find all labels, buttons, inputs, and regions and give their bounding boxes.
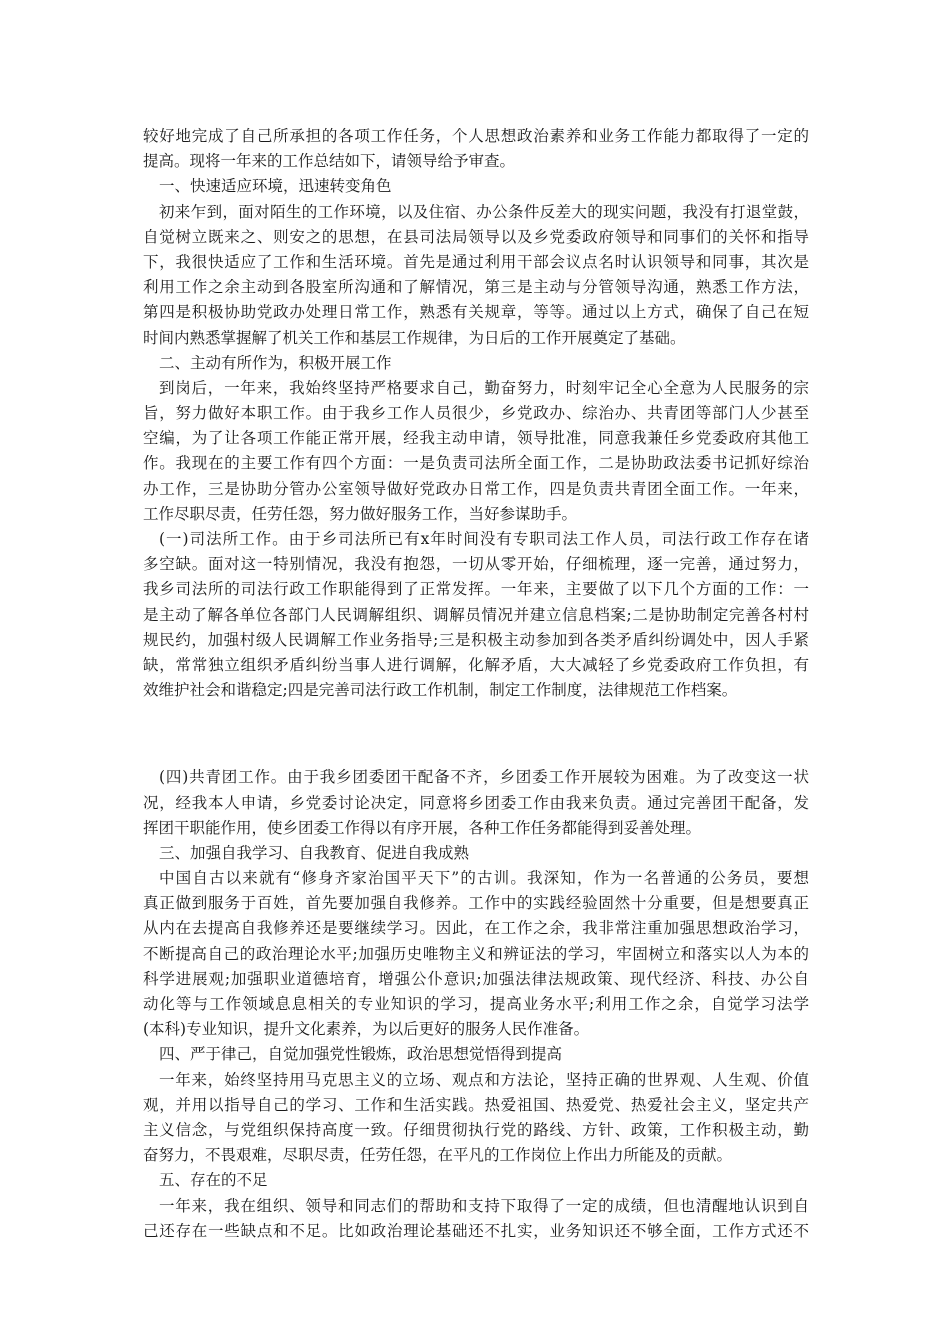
text-line: 规民约，加强村级人民调解工作业务指导;三是积极主动参加到各类矛盾纠纷调处中，因人手紧	[143, 630, 809, 649]
text-line: 工作尽职尽责，任劳任怨，努力做好服务工作，当好参谋助手。	[143, 504, 578, 523]
text-line: (四)共青团工作。由于我乡团委团干配备不齐，乡团委工作开展较为困难。为了改变这一状	[159, 768, 809, 787]
text-line: 办工作，三是协助分管办公室领导做好党政办日常工作，四是负责共青团全面工作。一年来，	[143, 479, 809, 498]
paragraph-4	[143, 527, 809, 703]
page-break-gap	[143, 703, 809, 765]
paragraph-6	[143, 866, 809, 1042]
section-heading-1: 一、快速适应环境，迅速转变角色	[159, 177, 392, 196]
paragraph-5	[143, 765, 809, 841]
text-line: 不断提高自己的政治理论水平;加强历史唯物主义和辨证法的学习，牢固树立和落实以人为本的	[143, 944, 809, 963]
paragraph-7	[143, 1068, 809, 1169]
text-line: (一)司法所工作。由于乡司法所已有x年时间没有专职司法工作人员，司法行政工作存在诸	[159, 530, 809, 548]
text-line: 从内在去提高自我修养还是要继续学习。因此，在工作之余，我非常注重加强思想政治学习，	[143, 919, 809, 938]
text-line: 效维护社会和谐稳定;四是完善司法行政工作机制，制定工作制度，法律规范工作档案。	[143, 681, 738, 700]
paragraph-8	[143, 1194, 809, 1244]
text-line: 自觉树立既来之、则安之的思想，在县司法局领导以及乡党委政府领导和同事们的关怀和指导	[143, 227, 809, 246]
paragraph-3	[143, 376, 809, 527]
text-line: 己还存在一些缺点和不足。比如政治理论基础还不扎实，业务知识还不够全面，工作方式还不	[143, 1221, 809, 1240]
text-line: 提高。现将一年来的工作总结如下，请领导给予审查。	[143, 152, 516, 171]
text-line: 下，我很快适应了工作和生活环境。首先是通过利用干部会议点名时认识领导和同事，其次是	[143, 252, 809, 271]
section-heading-4: 四、严于律己，自觉加强党性锻炼，政治思想觉悟得到提高	[159, 1045, 563, 1064]
text-line: 一年来，始终坚持用马克思主义的立场、观点和方法论，坚持正确的世界观、人生观、价值	[159, 1070, 809, 1089]
text-line: 中国自古以来就有“修身齐家治国平天下”的古训。我深知，作为一名普通的公务员，要想	[159, 869, 809, 888]
text-line: 多空缺。面对这一特别情况，我没有抱怨，一切从零开始，仔细梳理，逐一完善，通过努力，	[143, 555, 809, 574]
text-line: 主义信念，与党组织保持高度一致。仔细贯彻执行党的路线、方针、政策，工作积极主动，勤	[143, 1120, 809, 1139]
text-line: 是主动了解各单位各部门人民调解组织、调解员情况并建立信息档案;二是协助制定完善各村村	[143, 605, 809, 624]
text-line: 第四是积极协助党政办处理日常工作，熟悉有关规章，等等。通过以上方式，确保了自己在短	[143, 303, 809, 322]
text-line: 动化等与工作领域息息相关的专业知识的学习，提高业务水平;利用工作之余，自觉学习法学	[143, 995, 809, 1013]
text-line: 况，经我本人申请，乡党委讨论决定，同意将乡团委工作由我来负责。通过完善团干配备，发	[143, 793, 809, 812]
text-line: 到岗后，一年来，我始终坚持严格要求自己，勤奋努力，时刻牢记全心全意为人民服务的宗	[159, 378, 809, 397]
text-line: 较好地完成了自己所承担的各项工作任务，个人思想政治素养和业务工作能力都取得了一定的	[143, 127, 809, 145]
text-line: 挥团干职能作用，使乡团委工作得以有序开展，各种工作任务都能得到妥善处理。	[143, 818, 702, 837]
text-line: 缺，常常独立组织矛盾纠纷当事人进行调解，化解矛盾，大大减轻了乡党委政府工作负担，有	[143, 655, 809, 674]
text-line: 观，并用以指导自己的学习、工作和生活实践。热爱祖国、热爱党、热爱社会主义，坚定共产	[143, 1095, 809, 1114]
text-line: 作。我现在的主要工作有四个方面：一是负责司法所全面工作，二是协助政法委书记抓好综治	[143, 454, 809, 473]
paragraph-1	[143, 124, 809, 174]
text-line: 初来乍到，面对陌生的工作环境，以及住宿、办公条件反差大的现实问题，我没有打退堂鼓，	[159, 202, 809, 221]
text-line: 真正做到服务于百姓，首先要加强自我修养。工作中的实践经验固然十分重要，但是想要真正	[143, 894, 809, 913]
section-heading-3: 三、加强自我学习、自我教育、促进自我成熟	[159, 843, 470, 862]
section-heading-2: 二、主动有所作为，积极开展工作	[159, 353, 392, 372]
paragraph-2	[143, 200, 809, 351]
document-page	[143, 124, 809, 1244]
text-line: 旨，努力做好本职工作。由于我乡工作人员很少，乡党政办、综治办、共青团等部门人少甚至	[143, 404, 809, 423]
section-heading-5: 五、存在的不足	[159, 1171, 268, 1190]
text-line: 时间内熟悉掌握解了机关工作和基层工作规律，为日后的工作开展奠定了基础。	[143, 328, 686, 347]
text-line: 一年来，我在组织、领导和同志们的帮助和支持下取得了一定的成绩，但也清醒地认识到自	[159, 1196, 809, 1215]
text-line: 科学进展观;加强职业道德培育，增强公仆意识;加强法律法规政策、现代经济、科技、办公自	[143, 969, 809, 988]
text-line: 空编，为了让各项工作能正常开展，经我主动申请，领导批准，同意我兼任乡党委政府其他工	[143, 429, 809, 448]
text-line: 利用工作之余主动到各股室所沟通和了解情况，第三是主动与分管领导沟通，熟悉工作方法，	[143, 278, 809, 297]
text-line: (本科)专业知识，提升文化素养，为以后更好的服务人民作准备。	[143, 1020, 590, 1039]
text-line: 我乡司法所的司法行政工作职能得到了正常发挥。一年来，主要做了以下几个方面的工作：一	[143, 580, 809, 599]
text-line: 奋努力，不畏艰难，尽职尽责，任劳任怨，在平凡的工作岗位上作出力所能及的贡献。	[143, 1146, 733, 1165]
